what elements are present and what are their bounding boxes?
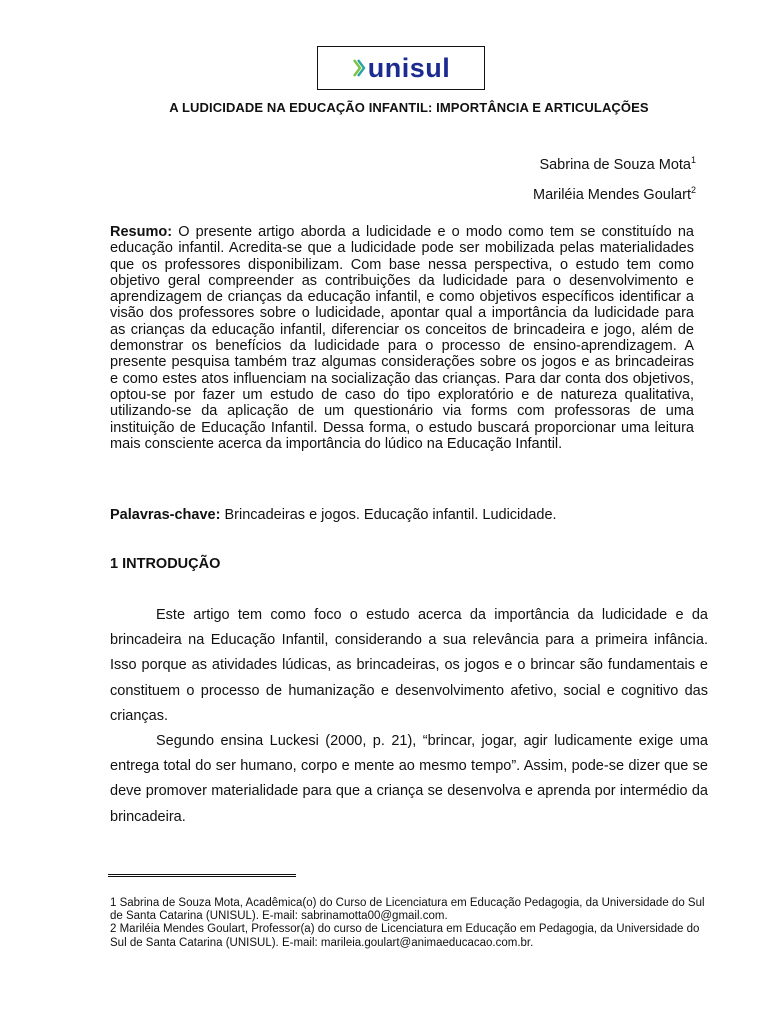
author-1 bbox=[533, 148, 696, 178]
keywords-label: Palavras-chave: bbox=[110, 507, 221, 523]
author-2 bbox=[533, 178, 696, 208]
keywords bbox=[110, 507, 700, 523]
footnote-1: 1 Sabrina de Souza Mota, Acadêmica(o) do Curso de Licenciatura em Educação Pedagogia, da Universidade do Sul de Santa Catarina (UNISUL). E-mail: sabrinamotta00@gmail.com. bbox=[110, 897, 705, 923]
paragraph: Segundo ensina Luckesi (2000, p. 21), “brincar, jogar, agir ludicamente exige uma entrega total do ser humano, corpo e mente ao mesmo tempo”. Assim, pode-se dizer que se deve promover materialidade para que a criança se desenvolva e aprenda por intermédio da brincadeira. bbox=[110, 733, 708, 825]
author-name: Sabrina de Souza Mota bbox=[539, 156, 691, 173]
unisul-chevron-icon bbox=[352, 57, 366, 79]
footnote-ref: 2 bbox=[690, 184, 696, 195]
abstract bbox=[110, 224, 694, 452]
footnotes bbox=[110, 897, 708, 950]
footnote-divider bbox=[108, 874, 296, 877]
footnote-ref: 1 bbox=[690, 155, 696, 165]
abstract-label: Resumo: bbox=[110, 224, 173, 240]
keywords-text: Brincadeiras e jogos. Educação infantil. Ludicidade. bbox=[224, 507, 557, 523]
unisul-logo bbox=[317, 46, 485, 90]
footnote-2: 2 Mariléia Mendes Goulart, Professor(a) do curso de Licenciatura em Educação em Pedagogia, da Universidade do Sul de Santa Catarina (UNISUL). E-mail: marileia.goulart@animaeducacao.com.br. bbox=[110, 923, 700, 949]
unisul-wordmark: unisul bbox=[367, 52, 451, 83]
abstract-text: O presente artigo aborda a ludicidade e o modo como tem se constituído na educação infantil. Acredita-se que a ludicidade pode ser mobilizada pelas materialidades que os professores disponibilizam. Com base nessa perspectiva, o estudo tem como objetivo geral compreender as contribuições da ludicidade para o desenvolvimento e aprendizagem de crianças da educação infantil, e como objetivos específicos identificar a visão dos professores sobre o ludicidade, apontar qual a importância da ludicidade para as crianças da educação infantil, diferenciar os conceitos de brincadeira e jogo, além de demonstrar os benefícios da ludicidade para o processo de ensino-aprendizagem. A presente pesquisa também traz algumas considerações sobre os jogos e as brincadeiras e como estes atos influenciam na socialização das crianças. Para dar conta dos objetivos, optou-se por fazer um estudo de caso do tipo exploratório e de natureza qualitativa, utilizando-se da aplicação de um questionário via forms com professoras de uma instituição de Educação Infantil. Dessa forma, o estudo buscará proporcionar uma leitura mais consciente acerca da importância do lúdico na Educação Infantil. bbox=[110, 224, 694, 452]
paragraph: Este artigo tem como foco o estudo acerca da importância da ludicidade e da brincadeira na Educação Infantil, considerando a sua relevância para a primeira infância. Isso porque as atividades lúdicas, as brincadeiras, os jogos e o brincar são fundamentais e constituem o processo de humanização e desenvolvimento afetivo, social e cognitivo das crianças. bbox=[110, 607, 708, 724]
author-list bbox=[533, 148, 696, 208]
introduction-body bbox=[110, 603, 708, 830]
article-title: A LUDICIDADE NA EDUCAÇÃO INFANTIL: IMPORTÂNCIA E ARTICULAÇÕES bbox=[169, 100, 649, 115]
section-heading: 1 INTRODUÇÃO bbox=[110, 556, 221, 572]
author-name: Mariléia Mendes Goulart bbox=[533, 186, 691, 203]
